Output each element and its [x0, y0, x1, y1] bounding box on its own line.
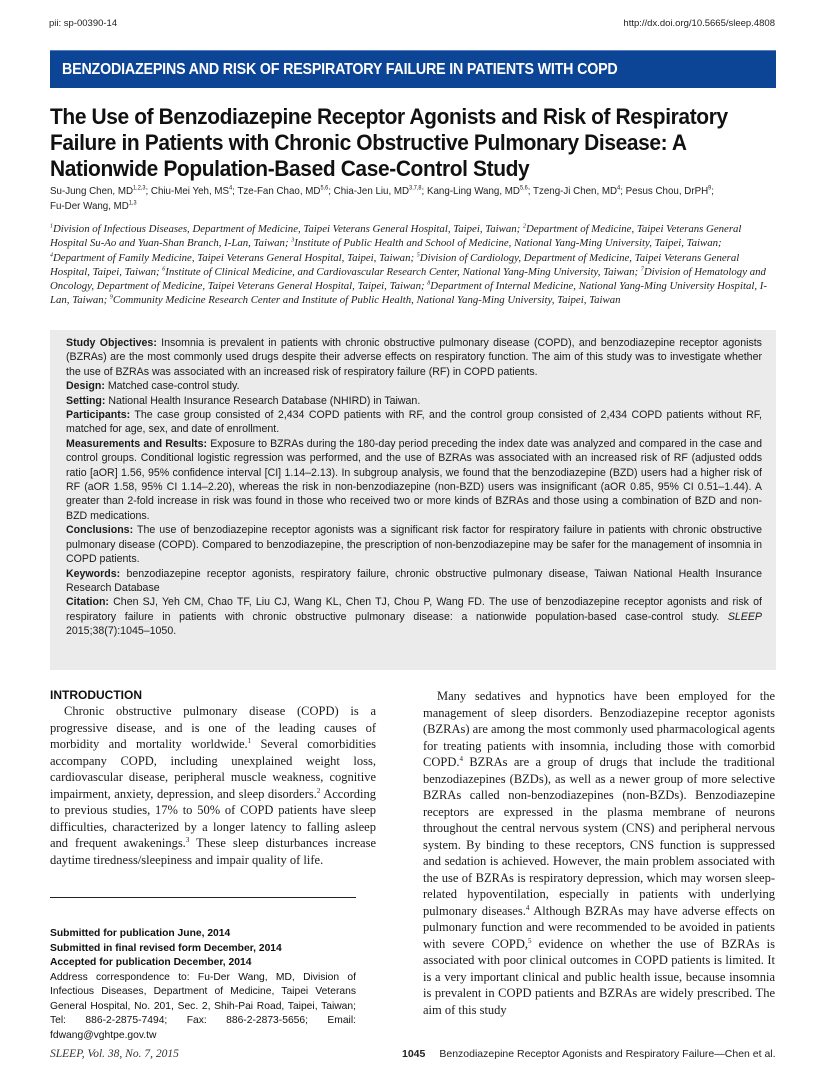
intro-paragraph-1: Chronic obstructive pulmonary disease (COPD) is a progressive disease, and is one of the leading causes of morbidity and mortality worldwide.$^1$ Several comorbidities accompany COPD, including unexplained weight loss, cardiovascular disease, peripheral muscle weakness, cognitive impairment, anxiety, depression, and sleep disorders.$^2$ According to previous studies, 17% to 50% of COPD patients have sleep difficulties, characterized by a longer latency to falling asleep and frequent awakenings.$^3$ These sleep disturbances increase daytime tiredness/sleepiness and impair quality of life. [50, 704, 376, 867]
abstract-objectives [66, 336, 762, 379]
author-list: Su-Jung Chen, MD$^{1,2,3}$; Chiu-Mei Yeh, $MS^4$; Tze-Fan Chao, MD$^{5,6}$; Chia-Jen Liu, MD$^{3,7,8}$; Kang-Ling Wang, MD$^{5,6}$; Tzeng-Ji Chen, $MD^4$; Pesus Chou, DrPH$^9$; Fu-Der Wang, MD$^{1,3}$ [50, 185, 714, 212]
abstract-keywords [66, 567, 762, 596]
participants-label: Participants: [66, 409, 131, 422]
author-affiliation-marker: 1,3 [128, 200, 137, 207]
results-label: Measurements and Results: [66, 437, 208, 450]
author-name: Chia-Jen Liu, MD [333, 185, 410, 197]
journal-citation-footer: SLEEP, Vol. 38, No. 7, 2015 [50, 1048, 179, 1060]
abstract-conclusions [66, 523, 762, 566]
affiliation-number: 4 [50, 252, 53, 258]
abstract-box [50, 330, 776, 670]
affiliation-number: 5 [416, 252, 420, 258]
article-title: The Use of Benzodiazepine Receptor Agonists and Risk of Respiratory Failure in Patients with Chronic Obstructive Pulmonary Disease: A Nationwide Population-Based Case-Control Study [50, 104, 728, 181]
participants-text: The case group consisted of 2,434 COPD patients with RF, and the control group consisted of 2,434 COPD patients without RF, matched for age, sex, and date of enrollment. [66, 409, 762, 436]
section-banner [50, 50, 776, 88]
affiliations [50, 222, 778, 308]
conclusions-text: The use of benzodiazepine receptor agonists was a significant risk factor for respiratory failure in patients with chronic obstructive pulmonary disease (COPD). Compared to benzodiazepine, the prescription of non-benzodiazepine may be safer for the management of insomnia in COPD patients. [66, 524, 762, 566]
reference-marker[interactable]: 5 [527, 936, 532, 945]
keywords-label: Keywords: [66, 567, 121, 580]
affiliation-number: 2 [522, 223, 526, 230]
setting-label: Setting: [66, 394, 106, 407]
author-affiliation-marker: 5,6 [519, 185, 528, 192]
abstract-citation [66, 595, 762, 638]
reference-marker[interactable]: 3 [185, 835, 190, 844]
pii-label: pii: sp-00390-14 [49, 18, 118, 29]
citation-label: Citation: [66, 596, 109, 609]
affiliation-text: Institute of Public Health and School of Medicine, National Yang-Ming University, Taipei, Taiwan; [294, 237, 722, 250]
conclusions-label: Conclusions: [66, 524, 134, 537]
reference-marker[interactable]: 1 [247, 736, 252, 745]
body-column-left [50, 688, 376, 868]
page-header-meta [49, 18, 775, 32]
accepted-date: Accepted for publication December, 2014 [50, 957, 252, 968]
author-affiliation-marker: 4 [229, 185, 233, 192]
author-affiliation-marker: 5,6 [320, 185, 329, 192]
abstract-results [66, 437, 762, 523]
design-label: Design: [66, 380, 105, 393]
running-footer [402, 1048, 776, 1060]
affiliation-text: Division of Infectious Diseases, Department of Medicine, Taipei Veterans General Hospital, Taipei, Taiwan; [53, 223, 523, 235]
affiliation-number: 1 [50, 223, 53, 230]
author-name: Kang-Ling Wang, MD [426, 185, 520, 197]
author-affiliation-marker: 3,7,8 [409, 185, 422, 192]
objectives-text: Insomnia is prevalent in patients with chronic obstructive pulmonary disease (COPD), and benzodiazepine receptor agonists (BZRAs) are the most commonly used drugs despite their adverse effects on respiratory function. The aim of this study was to investigate whether the use of BZRAs was associated with an increased risk of respiratory failure (RF) in COPD patients. [66, 337, 762, 378]
objectives-label: Study Objectives: [66, 337, 157, 349]
author-name: Tzeng-Ji Chen, MD [532, 185, 618, 197]
results-text: Exposure to BZRAs during the 180-day period preceding the index date was analyzed and compared in the case and control groups. Conditional logistic regression was performed, and the use of BZRAs was associated with an increased risk of RF (adjusted odds ratio [aOR] 1.56, 95% confidence interval [CI] 1.14–2.13). In subgroup analysis, we found that the benzodiazepine (BZD) users had a higher risk of RF (aOR 1.58, 95% CI 1.14–2.20), whereas the risk in non-benzodiazepine (non-BZD) users was insignificant (aOR 0.85, 95% CI 0.51–1.44). A greater than 2-fold increase in risk was found in those who received two or more kinds of BZRAs and those using a combination of BZD and non-BZD medications. [66, 437, 762, 522]
page-number: 1045 [402, 1048, 426, 1060]
author-name: Tze-Fan Chao, MD [237, 185, 321, 197]
submission-info [50, 927, 356, 1043]
keywords-text: benzodiazepine receptor agonists, respiratory failure, chronic obstructive pulmonary disease, Taiwan National Health Insurance Research Database [66, 567, 762, 594]
correspondence-address: Address correspondence to: Fu-Der Wang, MD, Division of Infectious Diseases, Department of Medicine, Taipei Veterans General Hospital, No. 201, Sec. 2, Shih-Pai Road, Taipei, Taiwan; Tel: 886-2-2875-7494; Fax: 886-2-2873-5656; Email: fdwang@vghtpe.gov.tw [50, 971, 356, 1041]
intro-paragraph-2: Many sedatives and hypnotics have been employed for the management of sleep disorders. Benzodiazepine receptor agonists (BZRAs) are among the most commonly used pharmacological agents for treating patients with insomnia, including those with comorbid COPD.$^4$ BZRAs are a group of drugs that include the traditional benzodiazepines (BZDs), as well as a newer group of more selective BZRAs called non-benzodiazepines (non-BZDs). Benzodiazepine receptors are expressed in the plasma membrane of neurons throughout the central nervous system (CNS) and peripheral nervous system. By binding to these receptors, CNS function is suppressed and sedation is achieved. However, the main problem associated with the use of BZRAs is respiratory depression, which may worsen sleep-related hypoventilation, especially in patients with underlying pulmonary diseases.$^4$ Although BZRAs may have adverse effects on pulmonary function and were recommended to be avoided in patients with severe COPD,$^5$ evidence on whether the use of BZRAs is associated with poor clinical outcomes in COPD patients is limited. It is a very important clinical and public health issue, because insomnia is prevalent in COPD patients and BZRAs are widely prescribed. The aim of this study [423, 689, 775, 1017]
introduction-heading: INTRODUCTION [50, 688, 142, 702]
abstract-design [66, 379, 762, 393]
reference-marker[interactable]: 2 [316, 786, 321, 795]
author-name: Pesus Chou, DrPH [625, 185, 709, 197]
abstract-participants [66, 408, 762, 437]
affiliation-number: 6 [162, 266, 166, 273]
revised-date: Submitted in final revised form December, 2014 [50, 942, 282, 954]
affiliation-number: 8 [427, 280, 431, 287]
reference-marker[interactable]: 4 [525, 903, 530, 912]
banner-title: BENZODIAZEPINS AND RISK OF RESPIRATORY FAILURE IN PATIENTS WITH COPD [62, 61, 618, 78]
affiliation-number: 7 [640, 266, 644, 273]
author-name: Chiu-Mei Yeh, MS [150, 185, 230, 197]
affiliation-text: Department of Family Medicine, Taipei Veterans General Hospital, Taipei, Taiwan; [53, 251, 417, 264]
affiliation-text: Institute of Clinical Medicine, and Cardiovascular Research Center, National Yang-Ming University, Taiwan; [165, 265, 641, 278]
citation-text: Chen SJ, Yeh CM, Chao TF, Liu CJ, Wang KL, Chen TJ, Chou P, Wang FD. The use of benzodiazepine receptor agonists and risk of respiratory failure in patients with chronic obstructive pulmonary disease: a nationwide population-based case-control study. [66, 596, 762, 623]
author-affiliation-marker: 4 [617, 185, 621, 192]
footnote-divider [50, 897, 356, 898]
affiliation-text: Division of Cardiology, Department of Medicine, Taipei Veterans General Hospital, Taipei, Taiwan; [50, 251, 740, 278]
abstract-setting [66, 394, 762, 408]
citation-journal: SLEEP [727, 610, 762, 623]
affiliation-text: Community Medicine Research Center and Institute of Public Health, National Yang-Ming University, Taipei, Taiwan [112, 294, 621, 307]
author-name: Su-Jung Chen, MD [50, 185, 134, 197]
doi-link[interactable]: http://dx.doi.org/10.5665/sleep.4808 [623, 18, 775, 29]
design-text: Matched case-control study. [107, 380, 240, 393]
setting-text: National Health Insurance Research Database (NHIRD) in Taiwan. [108, 394, 421, 407]
body-column-right [423, 688, 775, 1018]
author-affiliation-marker: 1,2,3 [133, 185, 146, 192]
affiliation-text: Department of Internal Medicine, National Yang-Ming University Hospital, I-Lan, Taiwan; [50, 280, 767, 307]
author-affiliation-marker: 9 [708, 185, 712, 192]
affiliation-number: 3 [291, 237, 295, 244]
affiliation-text: Department of Medicine, Taipei Veterans General Hospital Su-Ao and Yuan-Shan Branch, I-Lan, Taiwan; [50, 223, 742, 250]
affiliation-number: 9 [109, 294, 113, 301]
author-name: Fu-Der Wang, MD [50, 200, 129, 212]
running-title: Benzodiazepine Receptor Agonists and Respiratory Failure—Chen et al. [439, 1048, 776, 1060]
reference-marker[interactable]: 4 [459, 754, 463, 763]
submitted-date: Submitted for publication June, 2014 [50, 928, 231, 939]
citation-volume: 2015;38(7):1045–1050. [66, 625, 177, 638]
affiliation-text: Division of Hematology and Oncology, Department of Medicine, Taipei Veterans General Hospital, Taipei, Taiwan; [50, 265, 766, 293]
